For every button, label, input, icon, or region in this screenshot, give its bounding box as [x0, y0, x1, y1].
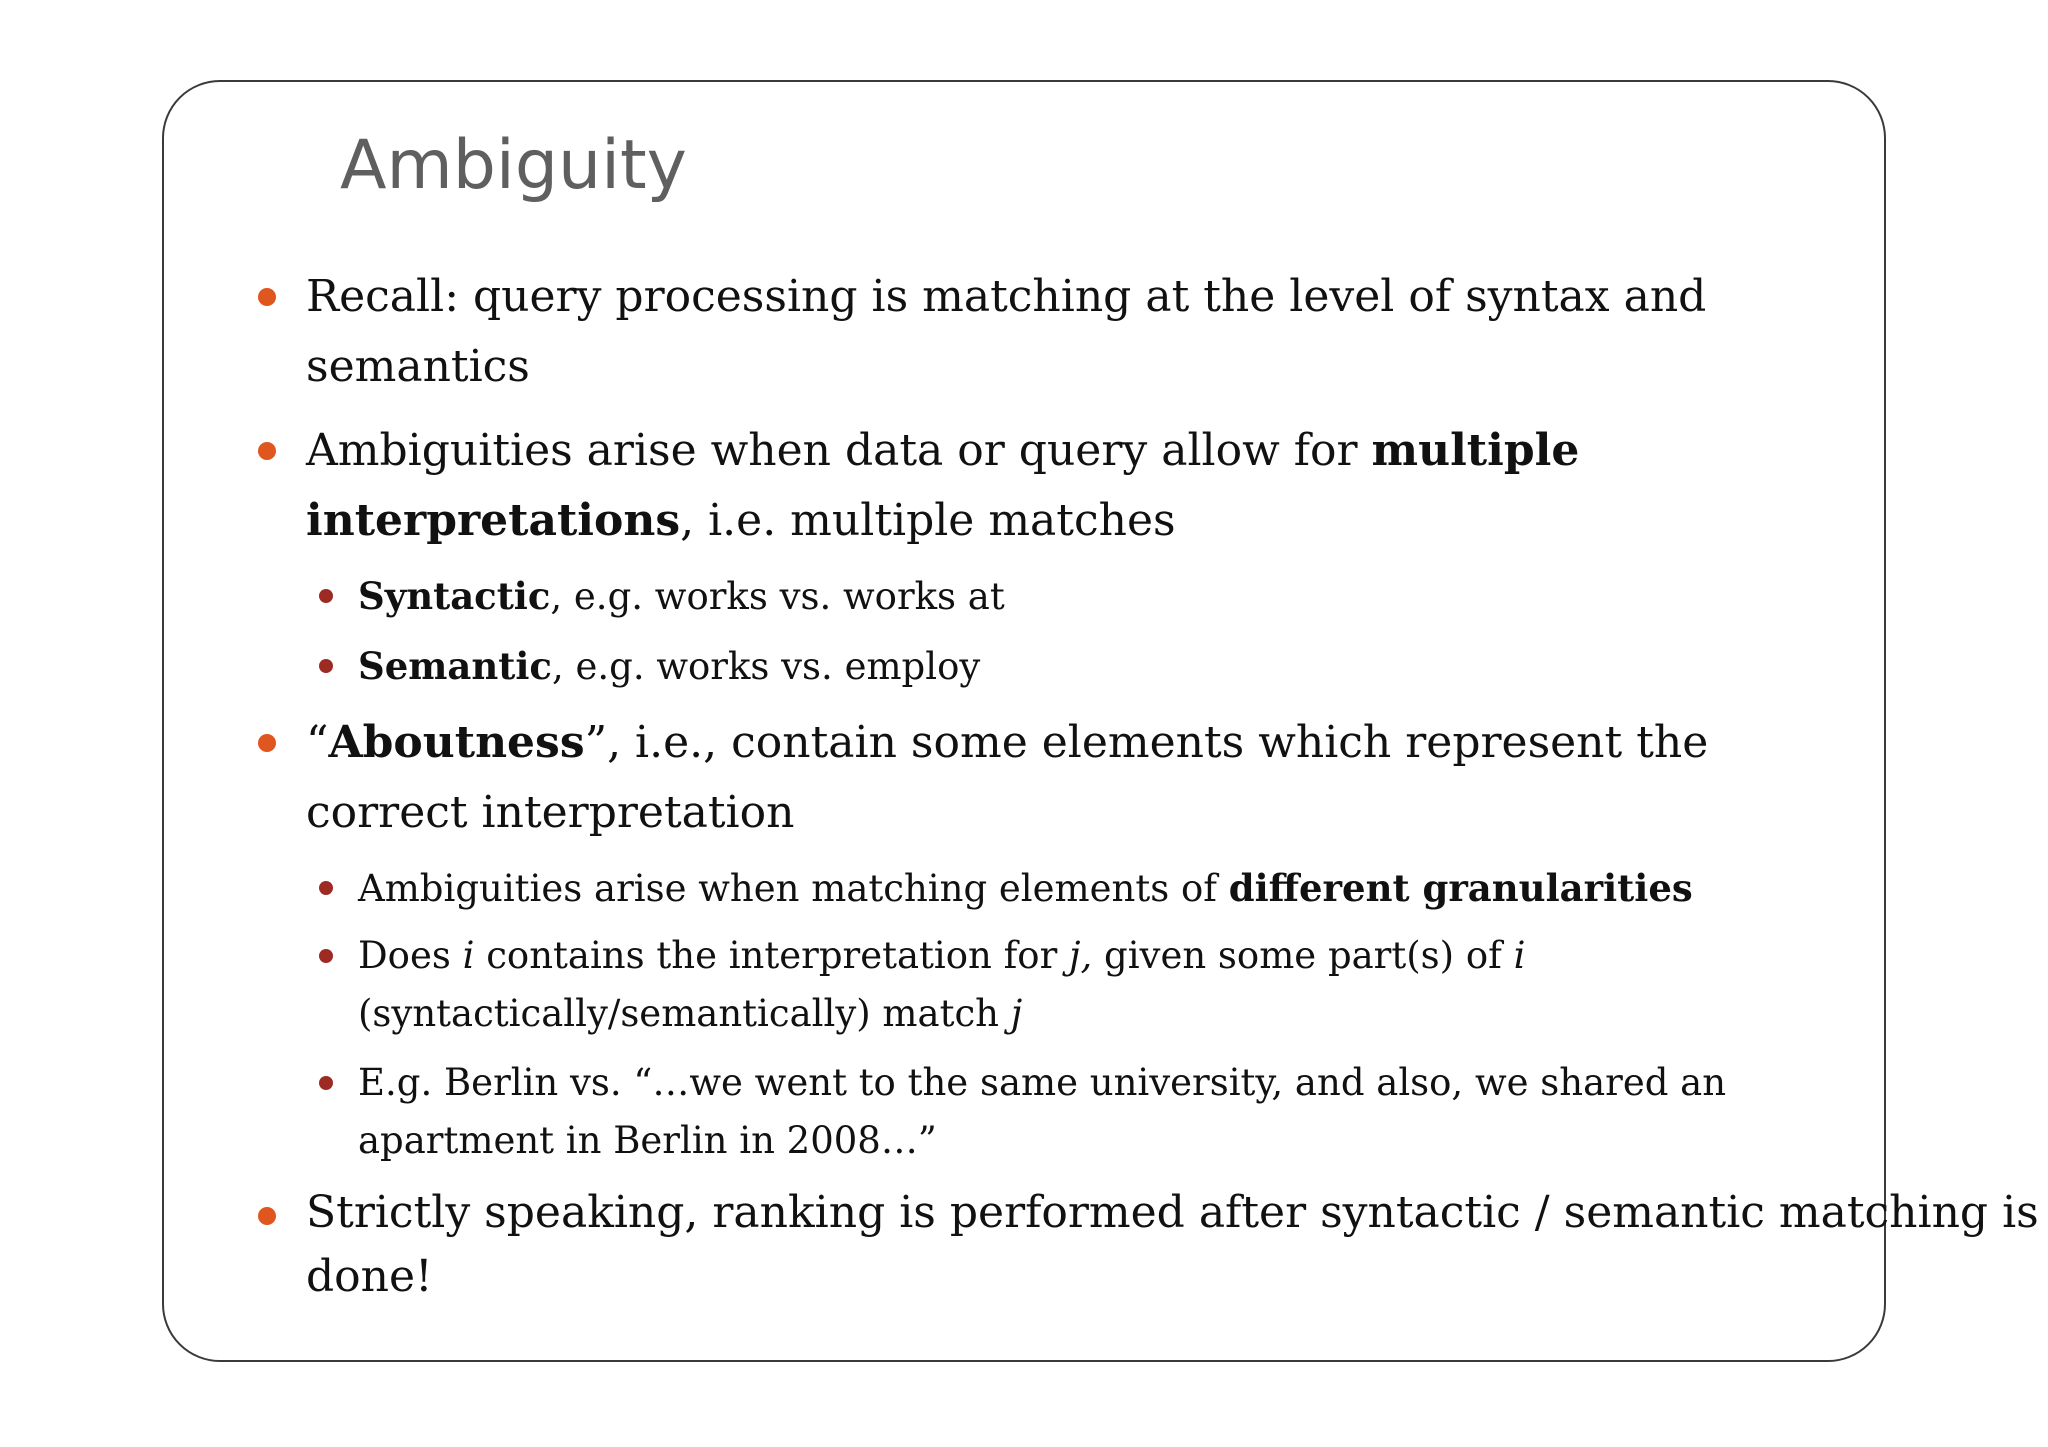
bullet-dot-icon — [258, 442, 276, 460]
bullet-recall — [306, 262, 1806, 402]
bullet-variable: i — [1513, 934, 1526, 977]
bullet-variable: j, — [1069, 934, 1093, 977]
sub-bullet-dot-icon — [319, 881, 333, 895]
bullet-text: Ambiguities arise when data or query allow for — [306, 425, 1372, 476]
sub-bullet-granularities — [358, 859, 1698, 918]
bullet-text: “ — [306, 717, 329, 768]
bullet-text: Does — [358, 934, 463, 977]
bullet-text: Strictly speaking, ranking is performed after syntactic / semantic matching is — [306, 1187, 2039, 1238]
sub-bullet-semantic — [358, 637, 1698, 696]
sub-bullet-example-berlin — [358, 1054, 1727, 1170]
sub-bullet-contains — [358, 927, 1698, 1043]
sub-bullet-dot-icon — [319, 949, 333, 963]
bullet-emphasis: multiple — [1371, 425, 1580, 476]
bullet-text: correct interpretation — [306, 787, 795, 838]
bullet-text: , e.g. works vs. employ — [551, 645, 981, 688]
slide-title: Ambiguity — [340, 126, 687, 205]
sub-bullet-syntactic — [358, 567, 1698, 626]
bullet-dot-icon — [258, 734, 276, 752]
bullet-emphasis: interpretations — [306, 495, 681, 546]
bullet-dot-icon — [258, 1207, 276, 1225]
sub-bullet-dot-icon — [319, 1076, 333, 1090]
bullet-emphasis: different granularities — [1228, 866, 1693, 910]
bullet-strictly-speaking — [306, 1181, 2039, 1309]
bullet-text: apartment in Berlin in 2008…” — [358, 1119, 937, 1162]
bullet-text: contains the interpretation for — [474, 934, 1070, 977]
sub-bullet-dot-icon — [319, 659, 333, 673]
bullet-variable: i — [462, 934, 475, 977]
bullet-emphasis: Aboutness — [328, 717, 585, 768]
bullet-dot-icon — [258, 288, 276, 306]
bullet-text: , i.e. multiple matches — [680, 495, 1176, 546]
bullet-text: Recall: query processing is matching at the level of syntax and — [306, 271, 1707, 322]
bullet-ambiguities — [306, 416, 1806, 556]
bullet-variable: j — [1010, 992, 1023, 1035]
bullet-text: Ambiguities arise when matching elements of — [358, 867, 1229, 910]
bullet-text: semantics — [306, 341, 530, 392]
bullet-text: , e.g. works vs. works at — [550, 575, 1005, 618]
bullet-text: done! — [306, 1251, 433, 1302]
sub-bullet-dot-icon — [319, 589, 333, 603]
bullet-text: (syntactically/semantically) match — [358, 992, 1011, 1035]
bullet-emphasis: Semantic — [358, 644, 552, 688]
bullet-text: given some part(s) of — [1092, 934, 1514, 977]
bullet-emphasis: Syntactic — [358, 574, 551, 618]
bullet-text: ”, i.e., contain some elements which represent the — [584, 717, 1709, 768]
bullet-text: E.g. Berlin vs. “…we went to the same university, and also, we shared an — [358, 1061, 1727, 1104]
bullet-aboutness — [306, 708, 1806, 848]
